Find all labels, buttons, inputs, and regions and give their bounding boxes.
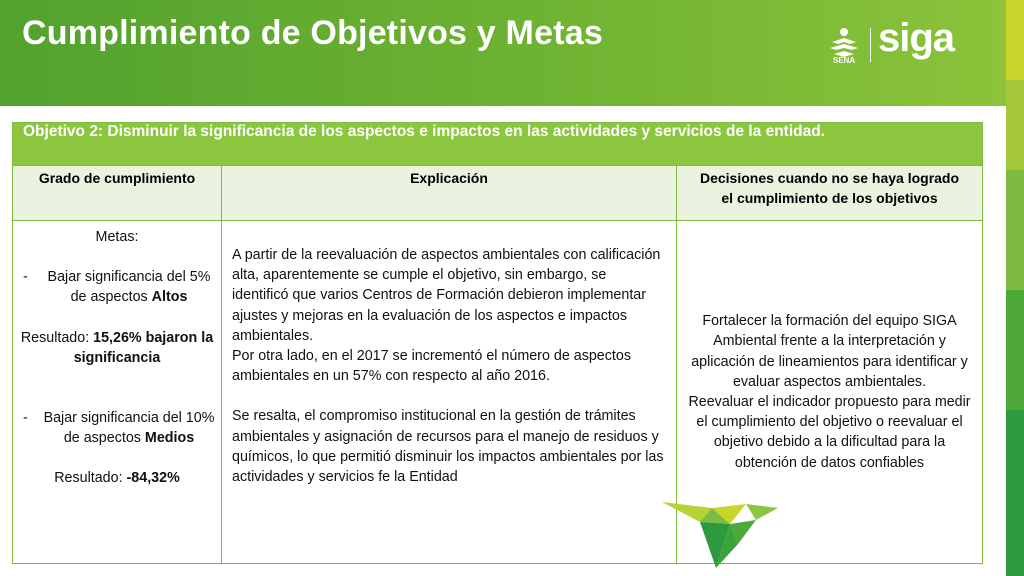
decisiones-p1: Fortalecer la formación del equipo SIGA Ambiental frente a la interpretación y aplicación de lineamientos para identificar y evaluar aspectos ambientales. <box>691 313 968 390</box>
meta1-text: Bajar significancia del 5% de aspectos <box>47 269 211 306</box>
objective-row <box>13 123 983 166</box>
result-1 <box>17 328 217 368</box>
origami-bird-icon <box>660 494 780 570</box>
result1-label: Resultado: <box>20 329 94 346</box>
logo-divider <box>870 28 871 62</box>
siga-logo: siga <box>878 16 955 60</box>
decorative-side-bar <box>1006 0 1024 576</box>
header-explicacion: Explicación <box>222 166 677 221</box>
header-decisiones-line1: Decisiones cuando no se haya logrado <box>699 170 960 186</box>
result2-label: Resultado: <box>54 470 127 487</box>
header-decisiones-line2: el cumplimiento de los objetivos <box>721 190 938 206</box>
meta-item-2: - Bajar significancia del 10% de aspectos Medios <box>23 410 215 447</box>
header-decisiones <box>677 166 983 221</box>
result-2 <box>17 468 217 488</box>
explicacion-p3: Se resalta, el compromiso institucional en la gestión de trámites ambientales y asignación de recursos para el manejo de residuos y químicos, lo que permitió disminuir los impactos ambientales por las actividades y servicios fe la Entidad <box>232 408 664 486</box>
page-title: Cumplimiento de Objetivos y Metas <box>22 14 603 52</box>
meta1-bold: Altos <box>151 289 188 306</box>
header-grado: Grado de cumplimiento <box>13 166 222 221</box>
logo-group <box>826 16 976 74</box>
meta-item-1: - Bajar significancia del 5% de aspectos Altos <box>23 269 211 306</box>
result1-value: 15,26% bajaron la significancia <box>73 329 214 366</box>
metas-label: Metas: <box>95 229 139 245</box>
header-banner <box>0 0 1006 106</box>
meta2-bold: Medios <box>144 430 195 447</box>
grado-cell <box>13 221 222 564</box>
meta2-text: Bajar significancia del 10% de aspectos <box>43 410 215 447</box>
content-row <box>13 221 983 564</box>
header-row <box>13 166 983 221</box>
result2-value: -84,32% <box>126 470 180 487</box>
sena-logo-text: SENA <box>832 56 856 65</box>
explicacion-cell <box>222 221 677 564</box>
objective-title: Objetivo 2: Disminuir la significancia de los aspectos e impactos en las actividades y servicios de la entidad. <box>13 123 983 166</box>
objectives-table <box>12 122 983 564</box>
explicacion-p1: A partir de la reevaluación de aspectos ambientales con calificación alta, aparentemente se cumple el objetivo, sin embargo, se identificó que varios Centros de Formación debieron implementar ajustes y mejoras en la evaluación de los aspectos e impactos ambientales. <box>232 247 661 344</box>
decisiones-p2: Reevaluar el indicador propuesto para medir el cumplimiento del objetivo o reevaluar el objetivo debido a la dificultad para la obtención de datos confiables <box>688 394 971 471</box>
explicacion-p2: Por otra lado, en el 2017 se incrementó el número de aspectos ambientales en un 57% con respecto al año 2016. <box>232 348 631 385</box>
